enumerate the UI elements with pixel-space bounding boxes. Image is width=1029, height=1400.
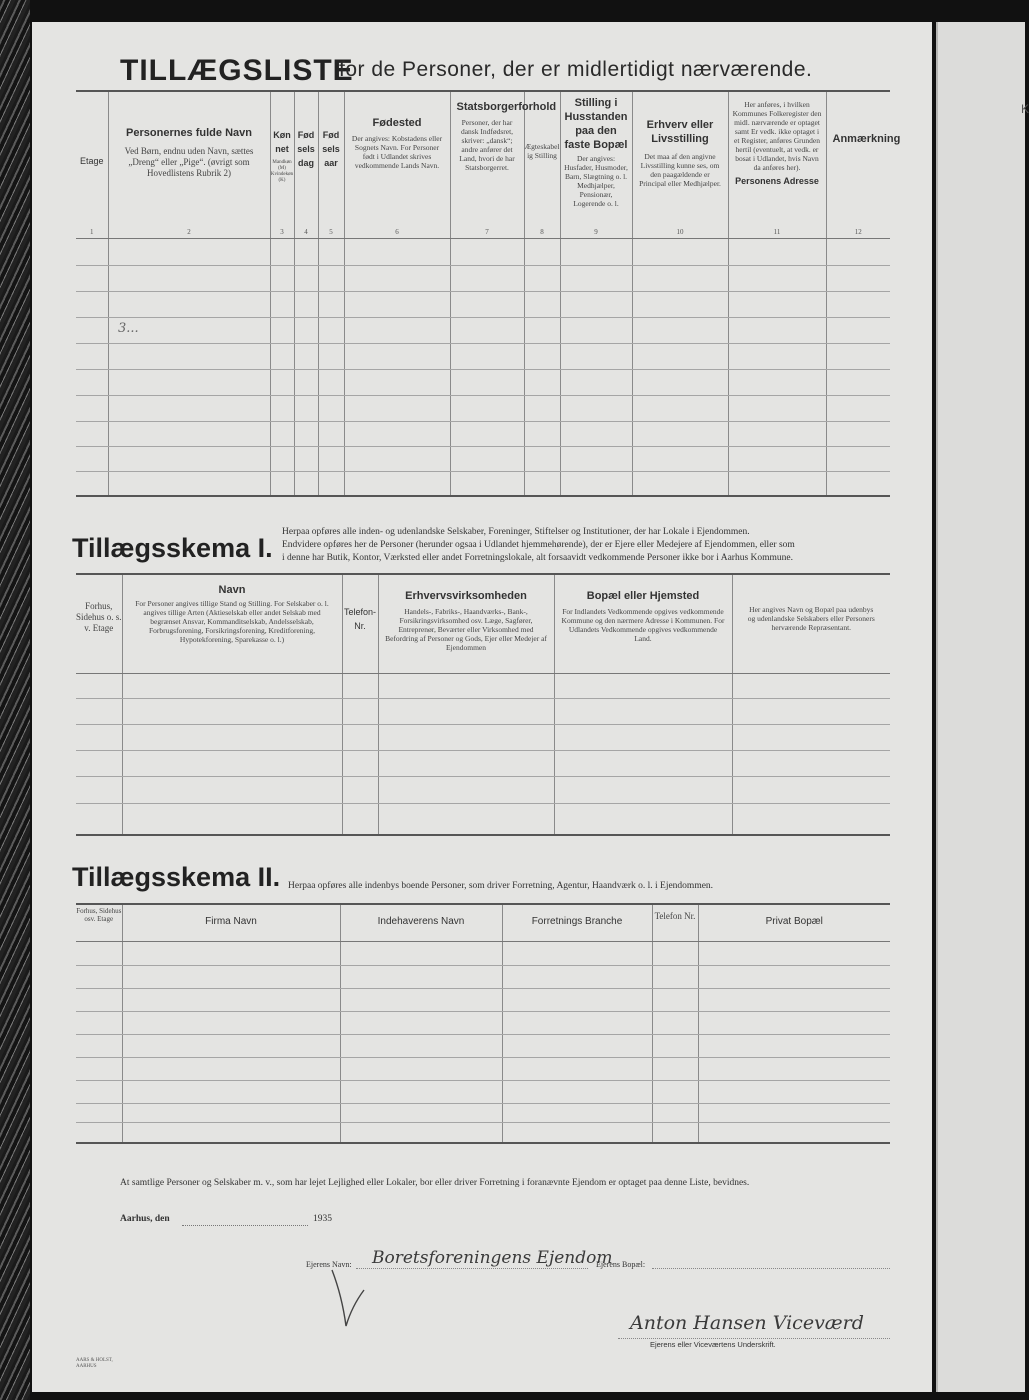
schema2-row <box>76 1122 890 1123</box>
printer-imprint: AARS & HOLST, AARHUS <box>76 1358 113 1369</box>
schema1-row <box>76 698 890 699</box>
signature-line <box>618 1338 890 1339</box>
schema2-header-owner: Indehaverens Navn <box>340 905 502 941</box>
schema1-row <box>76 724 890 725</box>
signature-label: Ejerens eller Viceværtens Underskrift. <box>650 1340 776 1349</box>
list-header <box>76 92 901 238</box>
schema2-row <box>76 1103 890 1104</box>
page-edge <box>936 22 938 1392</box>
owner-address-line <box>652 1268 890 1269</box>
book-binding <box>0 0 30 1400</box>
list-row <box>76 369 890 370</box>
schema2-header-firm: Firma Navn <box>122 905 340 941</box>
list-row <box>76 421 890 422</box>
declaration-text: At samtlige Personer og Selskaber m. v., som har lejet Lejlighed eller Lokaler, bor eller driver Forretning i foranævnte Ejendom er optaget paa denne Liste, bevidnes. <box>120 1178 750 1188</box>
schema1-row <box>76 750 890 751</box>
schema2-title: Tillægsskema II. <box>72 862 281 892</box>
schema2-body <box>76 942 890 1142</box>
schema1-header-phone: Telefon-Nr. <box>342 575 378 673</box>
schema1-header-business: Erhvervsvirksomheden Handels-, Fabriks-, Haandværks-, Bank-, Forsikringsvirksomhed osv. Læge, Sagfører, Entreprenør, Beværter eller Virksomhed med Befordring af Personer og Gods, Ejer eller Medejer af Ejendommen <box>378 575 554 673</box>
header-household-position: Stilling i Husstanden paa den faste Bopæl Der angives: Husfader, Husmoder, Barn, Slægtning o. l. Medhjælper, Pensionær, Logerende o. l. 9 <box>560 92 632 238</box>
list-row <box>76 265 890 266</box>
owner-name-handwritten: Boretsforeningens Ejendom <box>372 1248 613 1268</box>
census-form-page <box>32 22 932 1392</box>
schema1-description: Herpaa opføres alle inden- og udenlandske Selskaber, Foreninger, Stiftelser og Institutioner, der har Lokale i Ejendommen. Endvidere opføres her de Personer (herunder ogsaa i Udlandet hjemmehørende), der er Ejere eller Medejere af Ejendommen, eller som i denne har Butik, Kontor, Værksted eller andet Forretningslokale, alt forsaavidt vedkommende Personer ikke bor i Aarhus Kommune. <box>282 527 795 563</box>
year-label: 1935 <box>313 1214 332 1224</box>
date-line <box>182 1225 308 1226</box>
list-row <box>76 395 890 396</box>
list-row <box>76 446 890 447</box>
form-title: TILLÆGSLISTE <box>120 54 354 87</box>
schema1-bottom-rule <box>76 834 890 836</box>
schema2-row <box>76 965 890 966</box>
header-remarks: Anmærkning 12 <box>832 133 901 236</box>
header-birthplace: Fødested Der angives: Kobstadens eller Sognets Navn. For Personer født i Udlandet skrives vedkommende Lands Navn. 6 <box>344 92 450 238</box>
list-row <box>76 471 890 472</box>
schema2-row <box>76 1080 890 1081</box>
signature-handwritten: Anton Hansen Viceværd <box>630 1312 864 1334</box>
schema2-header-phone: Telefon Nr. <box>652 905 698 941</box>
list-body <box>76 239 890 495</box>
owner-name-label: Ejerens Navn: <box>306 1260 352 1269</box>
schema1-header-representative: Her angives Navn og Bopæl paa udenbys og udenlandske Selskabers eller Personers herværende Repræsentant. <box>747 605 875 632</box>
faint-handwritten-entry: 3... <box>118 321 139 336</box>
list-row <box>76 291 890 292</box>
header-birthday: Fødselsdag 4 <box>294 92 318 238</box>
header-gender: Kønnet Mandkøn (M) Kvindekøn (K) 3 <box>270 92 294 238</box>
owner-address-label: Ejerens Bopæl: <box>596 1260 646 1269</box>
list-row <box>76 343 890 344</box>
adjacent-page <box>936 22 1029 1392</box>
owner-name-line <box>356 1268 588 1269</box>
schema2-row <box>76 1034 890 1035</box>
schema2-header <box>76 905 890 941</box>
schema2-row <box>76 988 890 989</box>
schema2-header-floor: Forhus, Sidehus osv. Etage <box>76 905 122 941</box>
schema1-header <box>76 575 890 673</box>
schema2-row <box>76 1011 890 1012</box>
schema1-header-residence: Bopæl eller Hjemsted For Indlandets Vedkommende opgives vedkommende Kommune og den nærmere Adresse i Kommunen. For Udlandets Vedkommende opgives vedkommende Land. <box>554 575 732 673</box>
form-subtitle: for de Personer, der er midlertidigt nærværende. <box>339 58 813 81</box>
schema2-bottom-rule <box>76 1142 890 1144</box>
schema2-header-residence: Privat Bopæl <box>765 916 823 927</box>
header-full-name: Personernes fulde Navn Ved Børn, endnu uden Navn, sættes „Dreng“ eller „Pige“. (øvrigt som Hovedlistens Rubrik 2) 2 <box>108 92 270 238</box>
header-address: Her anføres, i hvilken Kommunes Folkeregister den midl. nærværende er optaget samt Er vedk. ikke optaget i et Register, anføres Grunden hertil (eventuelt, at vedk. er bosat i Udlandet, hvis Navn da anføres her). Personens Adresse 11 <box>728 92 826 238</box>
list-row <box>76 317 890 318</box>
header-citizenship: Statsborgerforhold Personer, der har dansk Indfødsret, skriver: „dansk“; andre anfører det Land, hvori de har Statsborgerret. 7 <box>450 92 524 238</box>
schema1-title: Tillægsskema I. <box>72 533 273 563</box>
header-occupation: Erhverv eller Livsstilling Det maa af den angivne Livsstilling kunne ses, om den paagældende er Principal eller Medhjælper. 10 <box>632 92 728 238</box>
header-marital-status: Ægteskabelig Stilling 8 <box>524 92 560 238</box>
adjacent-page-mark: K <box>1021 102 1029 116</box>
list-bottom-rule <box>76 495 890 497</box>
schema1-header-name: Navn For Personer angives tillige Stand og Stilling. For Selskaber o. l. angives tillige Arten (Aktieselskab eller andet Selskab med begrænset Ansvar, Kommanditselskab, Andelsselskab, Forbrugsforening, Forsikringsforening, Kreditforening, Hypotekforening, Sparekasse o. l.) <box>122 575 342 673</box>
schema2-description: Herpaa opføres alle indenbys boende Personer, som driver Forretning, Agentur, Haandværk o. l. i Ejendommen. <box>288 881 714 891</box>
header-birth-year: Fødselsaar 5 <box>318 92 344 238</box>
city-date-label: Aarhus, den <box>120 1214 170 1224</box>
schema2-header-branch: Forretnings Branche <box>502 905 652 941</box>
schema1-header-floor: Forhus, Sidehus o. s. v. Etage <box>76 575 122 673</box>
schema1-row <box>76 803 890 804</box>
schema1-row <box>76 776 890 777</box>
pen-stroke <box>328 1266 368 1336</box>
schema2-row <box>76 1057 890 1058</box>
header-etage: Etage 1 <box>76 92 108 238</box>
